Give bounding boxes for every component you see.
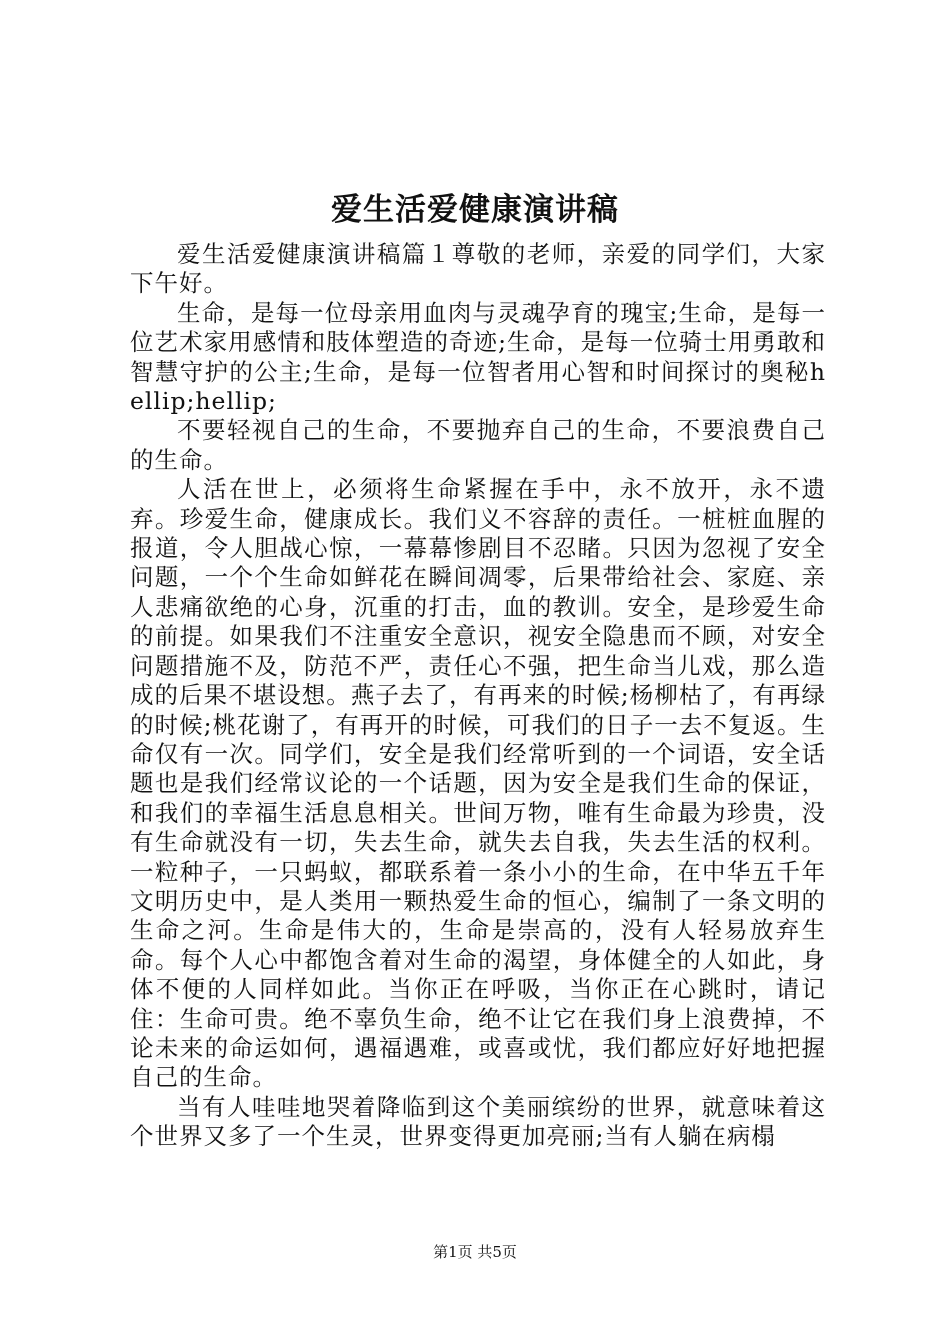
- paragraph: 人活在世上，必须将生命紧握在手中，永不放开，永不遗弃。珍爱生命，健康成长。我们义不容辞的责任。一桩桩血腥的报道，令人胆战心惊，一幕幕惨剧目不忍睹。只因为忽视了安全问题，一个个生命如鲜花在瞬间凋零，后果带给社会、家庭、亲人悲痛欲绝的心身，沉重的打击，血的教训。安全，是珍爱生命的前提。如果我们不注重安全意识，视安全隐患而不顾，对安全问题措施不及，防范不严，责任心不强，把生命当儿戏，那么造成的后果不堪设想。燕子去了，有再来的时候;杨柳枯了，有再绿的时候;桃花谢了，有再开的时候，可我们的日子一去不复返。生命仅有一次。同学们，安全是我们经常听到的一个词语，安全话题也是我们经常议论的一个话题，因为安全是我们生命的保证，和我们的幸福生活息息相关。世间万物，唯有生命最为珍贵，没有生命就没有一切，失去生命，就失去自我，失去生活的权利。一粒种子，一只蚂蚁，都联系着一条小小的生命，在中华五千年文明历史中，是人类用一颗热爱生命的恒心，编制了一条文明的生命之河。生命是伟大的，生命是崇高的，没有人轻易放弃生命。每个人心中都饱含着对生命的渴望，身体健全的人如此，身体不便的人同样如此。当你正在呼吸，当你正在心跳时，请记住：生命可贵。绝不辜负生命，绝不让它在我们身上浪费掉，不论未来的命运如何，遇福遇难，或喜或忧，我们都应好好地把握自己的生命。: [130, 475, 826, 1092]
- paragraph: 爱生活爱健康演讲稿篇１尊敬的老师，亲爱的同学们，大家下午好。: [130, 240, 826, 298]
- document-body: [130, 240, 826, 1152]
- paragraph: 不要轻视自己的生命，不要抛弃自己的生命，不要浪费自己的生命。: [130, 416, 826, 474]
- document-title: 爱生活爱健康演讲稿: [331, 192, 619, 228]
- page-footer: 第1页 共5页: [433, 1243, 517, 1261]
- paragraph: 生命，是每一位母亲用血肉与灵魂孕育的瑰宝;生命，是每一位艺术家用感情和肢体塑造的奇迹;生命，是每一位骑士用勇敢和智慧守护的公主;生命，是每一位智者用心智和时间探讨的奥秘hellip;hellip;: [130, 298, 826, 416]
- paragraph: 当有人哇哇地哭着降临到这个美丽缤纷的世界，就意味着这个世界又多了一个生灵，世界变得更加亮丽;当有人躺在病榻: [130, 1092, 826, 1151]
